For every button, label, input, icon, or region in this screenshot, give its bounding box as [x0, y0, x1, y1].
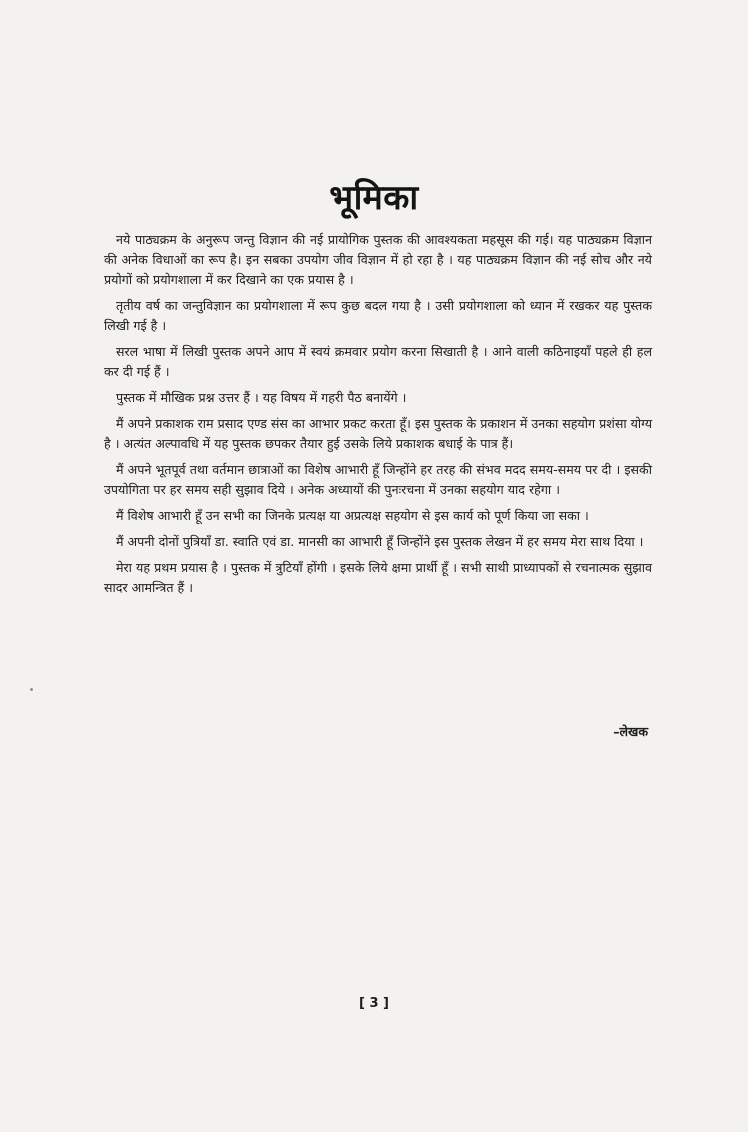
author-signature: –लेखक [613, 724, 648, 739]
paragraph-2: तृतीय वर्ष का जन्तुविज्ञान का प्रयोगशाला में रूप कुछ बदल गया है । उसी प्रयोगशाला को ध्यान में रखकर यह पुस्तक लिखी गई है । [104, 298, 652, 333]
paragraph-6: मैं अपने भूतपूर्व तथा वर्तमान छात्राओं का विशेष आभारी हूँ जिन्होंने हर तरह की संभव मदद समय-समय पर दी । इसकी उपयोगिता पर हर समय सही सुझाव दिये । अनेक अध्यायों की पुनःरचना में उनका सहयोग याद रहेगा । [104, 462, 652, 497]
paragraph-1: नये पाठ्यक्रम के अनुरूप जन्तु विज्ञान की नई प्रायोगिक पुस्तक की आवश्यकता महसूस की गई। यह पाठ्यक्रम विज्ञान की अनेक विधाओं का रूप है। इन सबका उपयोग जीव विज्ञान में हो रहा है । यह पाठ्यक्रम विज्ञान की नई सोच और नये प्रयोगों को प्रयोगशाला में कर दिखाने का एक प्रयास है । [104, 232, 652, 287]
paragraph-3: सरल भाषा में लिखी पुस्तक अपने आप में स्वयं क्रमवार प्रयोग करना सिखाती है । आने वाली कठिनाइयाँ पहले ही हल कर दी गई हैं । [104, 344, 652, 379]
scan-speck [30, 688, 33, 691]
paragraph-4: पुस्तक में मौखिक प्रश्न उत्तर हैं । यह विषय में गहरी पैठ बनायेंगे । [116, 390, 407, 405]
page-title: भूमिका [329, 178, 419, 218]
paragraph-9: मेरा यह प्रथम प्रयास है । पुस्तक में त्रुटियाँ होंगी । इसके लिये क्षमा प्रार्थी हूँ । सभी साथी प्राध्यापकों से रचनात्मक सुझाव सादर आमन्त्रित हैं । [104, 560, 652, 595]
page-number: [ 3 ] [359, 996, 389, 1011]
preface-body [104, 230, 652, 598]
paragraph-7: मैं विशेष आभारी हूँ उन सभी का जिनके प्रत्यक्ष या अप्रत्यक्ष सहयोग से इस कार्य को पूर्ण किया जा सका । [116, 508, 589, 523]
paragraph-8: मैं अपनी दोनों पुत्रियाँ डा. स्वाति एवं डा. मानसी का आभारी हूँ जिन्होंने इस पुस्तक लेखन में हर समय मेरा साथ दिया । [116, 534, 644, 549]
paragraph-5: मैं अपने प्रकाशक राम प्रसाद एण्ड संस का आभार प्रकट करता हूँ। इस पुस्तक के प्रकाशन में उनका सहयोग प्रशंसा योग्य है । अत्यंत अल्पावधि में यह पुस्तक छपकर तैयार हुई उसके लिये प्रकाशक बधाई के पात्र हैं। [104, 416, 653, 451]
